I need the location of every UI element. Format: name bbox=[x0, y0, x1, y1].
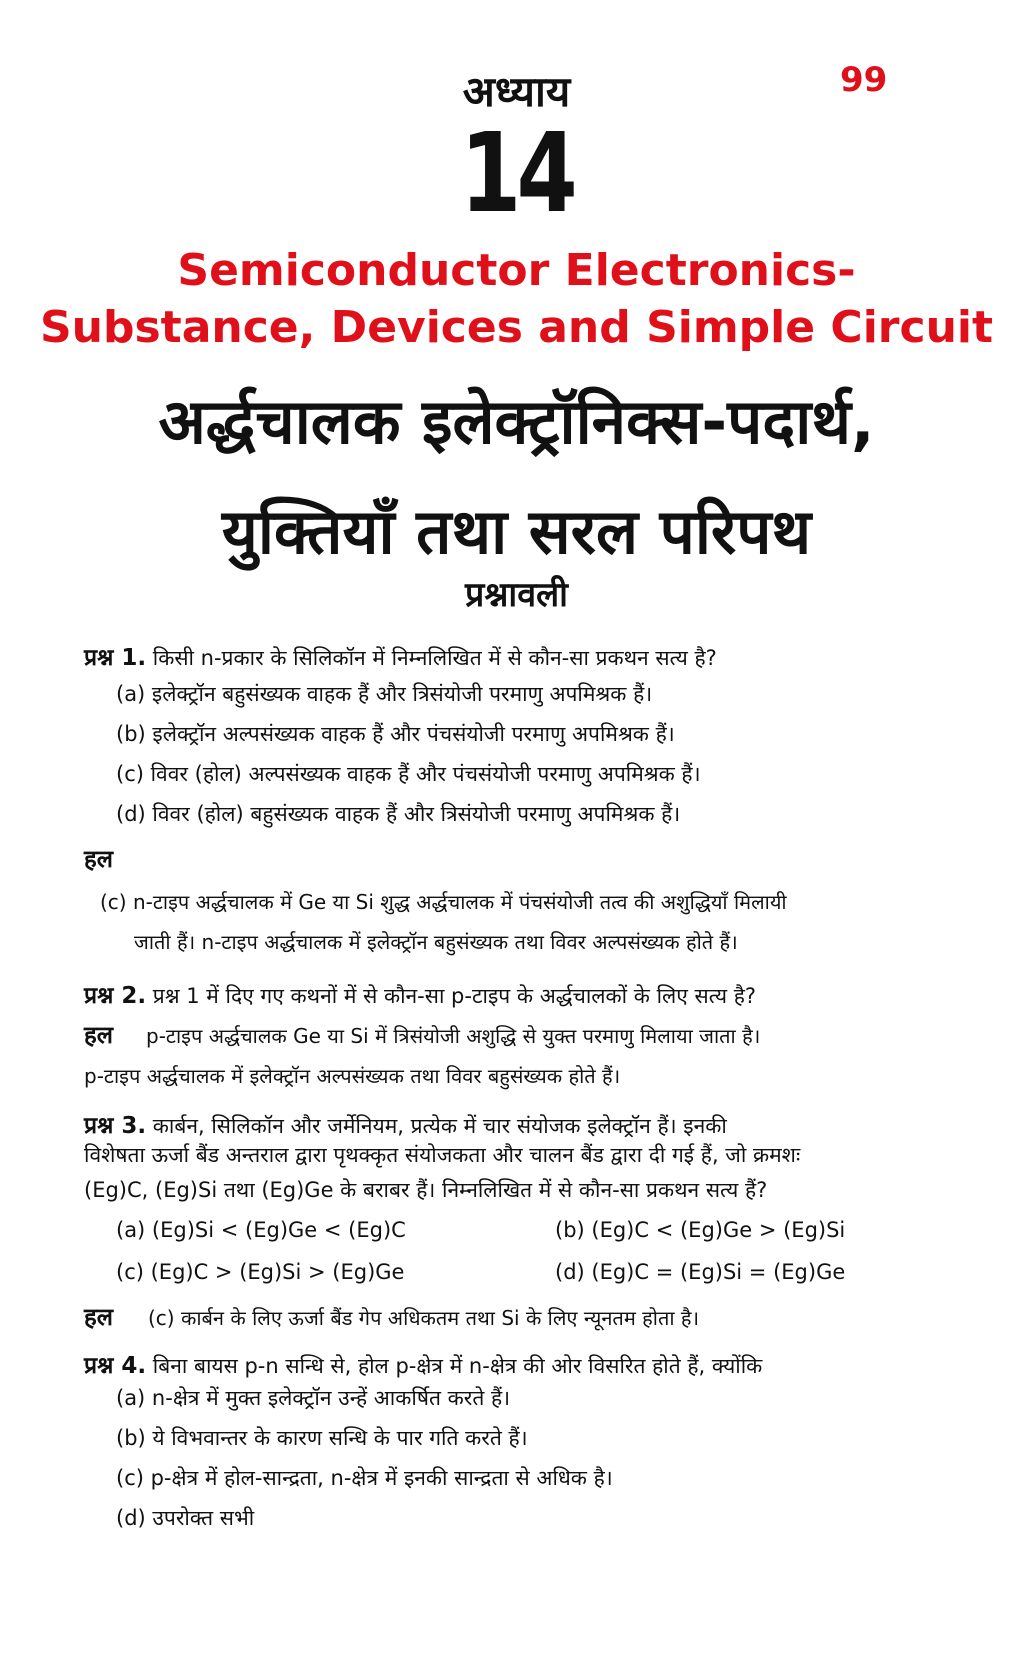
option: (a) इलेक्ट्रॉन बहुसंख्यक वाहक हैं और त्रिसंयोजी परमाणु अपमिश्रक हैं। bbox=[116, 682, 653, 706]
option: (b) इलेक्ट्रॉन अल्पसंख्यक वाहक हैं और पंचसंयोजी परमाणु अपमिश्रक हैं। bbox=[116, 722, 675, 746]
question-text-line: विशेषता ऊर्जा बैंड अन्तराल द्वारा पृथक्कृत संयोजकता और चालन बैंड द्वारा दी गई हैं, जो क्रमशः bbox=[84, 1143, 801, 1167]
option: (c) (Eg)C > (Eg)Si > (Eg)Ge bbox=[116, 1260, 405, 1284]
option: (a) (Eg)Si < (Eg)Ge < (Eg)C bbox=[116, 1218, 406, 1242]
option: (d) (Eg)C = (Eg)Si = (Eg)Ge bbox=[555, 1260, 846, 1284]
question-text-line: (Eg)C, (Eg)Si तथा (Eg)Ge के बराबर हैं। निम्नलिखित में से कौन-सा प्रकथन सत्य हैं? bbox=[84, 1178, 768, 1202]
question-text: कार्बन, सिलिकॉन और जर्मेनियम, प्रत्येक में चार संयोजक इलेक्ट्रॉन हैं। इनकी bbox=[152, 1114, 727, 1138]
chapter-number: 14 bbox=[460, 109, 573, 237]
title-en-line-2: Substance, Devices and Simple Circuit bbox=[39, 302, 994, 353]
answer-line: p-टाइप अर्द्धचालक Ge या Si में त्रिसंयोजी अशुद्धि से युक्त परमाणु मिलाया जाता है। bbox=[146, 1024, 761, 1048]
title-en-line-1: Semiconductor Electronics- bbox=[177, 245, 856, 296]
question-2 bbox=[84, 978, 756, 1010]
question-label: प्रश्न 3. bbox=[84, 1113, 147, 1139]
question-label: प्रश्न 4. bbox=[84, 1353, 147, 1379]
option: (c) विवर (होल) अल्पसंख्यक वाहक हैं और पंचसंयोजी परमाणु अपमिश्रक हैं। bbox=[116, 762, 701, 786]
section-heading: प्रश्नावली bbox=[465, 575, 568, 615]
question-text: प्रश्न 1 में दिए गए कथनों में से कौन-सा p-टाइप के अर्द्धचालकों के लिए सत्य है? bbox=[152, 984, 756, 1008]
option: (d) विवर (होल) बहुसंख्यक वाहक हैं और त्रिसंयोजी परमाणु अपमिश्रक हैं। bbox=[116, 802, 681, 826]
question-1 bbox=[84, 640, 717, 672]
page-number: 99 bbox=[840, 60, 888, 100]
question-text: किसी n-प्रकार के सिलिकॉन में निम्नलिखित में से कौन-सा प्रकथन सत्य है? bbox=[152, 646, 717, 670]
title-hi-line-2: युक्तियाँ तथा सरल परिपथ bbox=[221, 495, 812, 568]
answer-line: p-टाइप अर्द्धचालक में इलेक्ट्रॉन अल्पसंख्यक तथा विवर बहुसंख्यक होते हैं। bbox=[84, 1064, 621, 1088]
question-text: बिना बायस p-n सन्धि से, होल p-क्षेत्र में n-क्षेत्र की ओर विसरित होते हैं, क्योंकि bbox=[152, 1354, 763, 1378]
solution-label: हल bbox=[84, 1303, 114, 1331]
answer-line: (c) कार्बन के लिए ऊर्जा बैंड गेप अधिकतम तथा Si के लिए न्यूनतम होता है। bbox=[148, 1306, 700, 1330]
solution-label: हल bbox=[84, 845, 114, 873]
solution-label: हल bbox=[84, 1021, 114, 1049]
option: (c) p-क्षेत्र में होल-सान्द्रता, n-क्षेत्र में इनकी सान्द्रता से अधिक है। bbox=[116, 1466, 613, 1490]
answer-line: (c) n-टाइप अर्द्धचालक में Ge या Si शुद्ध अर्द्धचालक में पंचसंयोजी तत्व की अशुद्धियाँ मिलायी bbox=[100, 890, 787, 914]
title-hi-line-1: अर्द्धचालक इलेक्ट्रॉनिक्स-पदार्थ, bbox=[158, 385, 875, 458]
answer-line: जाती हैं। n-टाइप अर्द्धचालक में इलेक्ट्रॉन बहुसंख्यक तथा विवर अल्पसंख्यक होते हैं। bbox=[134, 930, 738, 954]
option: (a) n-क्षेत्र में मुक्त इलेक्ट्रॉन उन्हें आकर्षित करते हैं। bbox=[116, 1386, 511, 1410]
option: (b) (Eg)C < (Eg)Ge > (Eg)Si bbox=[555, 1218, 846, 1242]
question-3 bbox=[84, 1108, 727, 1140]
chapter-word: अध्याय bbox=[462, 67, 571, 116]
question-label: प्रश्न 1. bbox=[84, 645, 147, 671]
question-4 bbox=[84, 1348, 762, 1380]
option: (b) ये विभवान्तर के कारण सन्धि के पार गति करते हैं। bbox=[116, 1426, 528, 1450]
option: (d) उपरोक्त सभी bbox=[116, 1506, 255, 1530]
question-label: प्रश्न 2. bbox=[84, 983, 147, 1009]
